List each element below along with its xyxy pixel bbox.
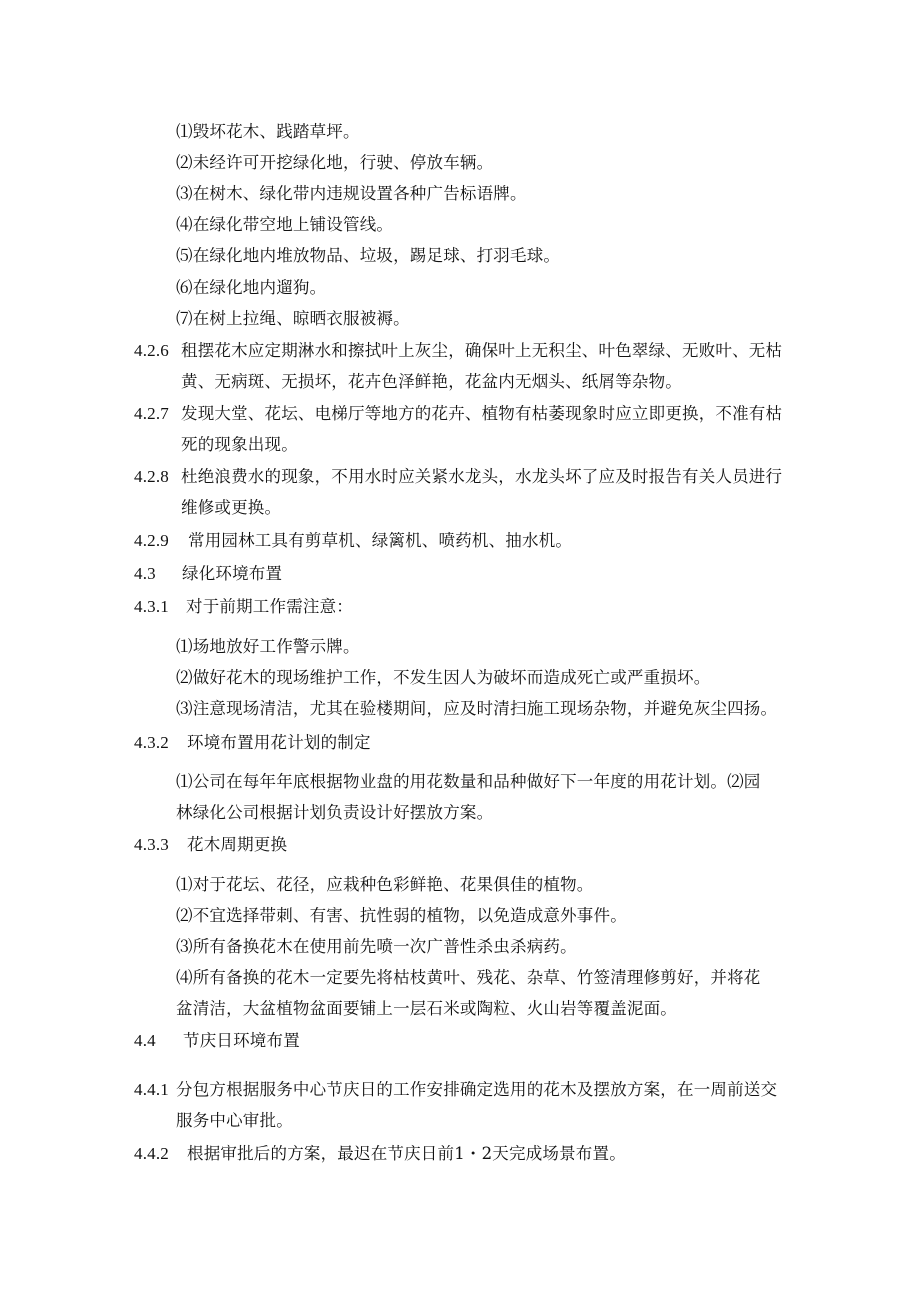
paragraph-line: 死的现象出现。 bbox=[181, 435, 298, 454]
section-number: 4.2.8 bbox=[134, 467, 169, 486]
list-item: ⑸在绿化地内堆放物品、垃圾，踢足球、打羽毛球。 bbox=[176, 246, 561, 265]
paragraph-line: 常用园林工具有剪草机、绿篱机、喷药机、抽水机。 bbox=[188, 531, 573, 550]
list-item: ⑷所有备换的花木一定要先将枯枝黄叶、残花、杂草、竹签清理修剪好，并将花 bbox=[176, 968, 761, 987]
list-item: ⑷在绿化带空地上铺设管线。 bbox=[176, 215, 394, 234]
section-number: 4.4.1 bbox=[134, 1080, 169, 1099]
list-item: 林绿化公司根据计划负责设计好摆放方案。 bbox=[176, 803, 494, 822]
list-item: ⑺在树上拉绳、晾晒衣服被褥。 bbox=[176, 309, 410, 328]
paragraph-line: 维修或更换。 bbox=[181, 498, 282, 517]
section-number: 4.2.7 bbox=[134, 404, 169, 423]
list-item: ⑴场地放好工作警示牌。 bbox=[176, 637, 360, 656]
list-item: ⑴对于花坛、花径，应栽种色彩鲜艳、花果俱佳的植物。 bbox=[176, 875, 594, 894]
paragraph-line: 杜绝浪费水的现象，不用水时应关紧水龙头，水龙头坏了应及时报告有关人员进行 bbox=[181, 467, 783, 486]
list-item: ⑴公司在每年年底根据物业盘的用花数量和品种做好下一年度的用花计划。⑵园 bbox=[176, 772, 761, 791]
list-item: ⑶注意现场清洁，尤其在验楼期间，应及时清扫施工现场杂物，并避免灰尘四扬。 bbox=[176, 699, 778, 718]
section-number: 4.2.9 bbox=[134, 531, 169, 550]
list-item: ⑵做好花木的现场维护工作，不发生因人为破坏而造成死亡或严重损坏。 bbox=[176, 668, 711, 687]
section-heading: 环境布置用花计划的制定 bbox=[187, 733, 371, 752]
paragraph-line: 发现大堂、花坛、电梯厅等地方的花卉、植物有枯萎现象时应立即更换，不准有枯 bbox=[181, 404, 783, 423]
section-number: 4.3 bbox=[134, 564, 156, 583]
paragraph-line: 分包方根据服务中心节庆日的工作安排确定选用的花木及摆放方案，在一周前送交 bbox=[176, 1080, 778, 1099]
section-number: 4.3.2 bbox=[134, 733, 169, 752]
section-number: 4.4.2 bbox=[134, 1144, 169, 1163]
section-heading: 对于前期工作需注意： bbox=[186, 597, 353, 616]
section-number: 4.3.1 bbox=[134, 597, 169, 616]
section-heading: 绿化环境布置 bbox=[182, 564, 283, 583]
paragraph-line: 根据审批后的方案，最迟在节庆日前1・2天完成场景布置。 bbox=[187, 1144, 626, 1163]
paragraph-line: 租摆花木应定期淋水和擦拭叶上灰尘，确保叶上无积尘、叶色翠绿、无败叶、无枯 bbox=[181, 341, 783, 360]
list-item: ⑹在绿化地内遛狗。 bbox=[176, 278, 327, 297]
paragraph-line: 黄、无病斑、无损坏，花卉色泽鲜艳，花盆内无烟头、纸屑等杂物。 bbox=[181, 372, 682, 391]
list-item: ⑵不宜选择带刺、有害、抗性弱的植物，以免造成意外事件。 bbox=[176, 906, 627, 925]
section-heading: 花木周期更换 bbox=[187, 835, 288, 854]
list-item: ⑴毁坏花木、践踏草坪。 bbox=[176, 122, 360, 141]
section-number: 4.4 bbox=[134, 1031, 156, 1050]
list-item: ⑵未经许可开挖绿化地，行驶、停放车辆。 bbox=[176, 153, 494, 172]
list-item: ⑶在树木、绿化带内违规设置各种广告标语牌。 bbox=[176, 184, 527, 203]
section-heading: 节庆日环境布置 bbox=[183, 1031, 300, 1050]
paragraph-line: 服务中心审批。 bbox=[176, 1111, 293, 1130]
list-item: ⑶所有备换花木在使用前先喷一次广普性杀虫杀病药。 bbox=[176, 937, 577, 956]
section-number: 4.2.6 bbox=[134, 341, 169, 360]
list-item: 盆清洁，大盆植物盆面要铺上一层石米或陶粒、火山岩等覆盖泥面。 bbox=[176, 999, 677, 1018]
section-number: 4.3.3 bbox=[134, 835, 169, 854]
